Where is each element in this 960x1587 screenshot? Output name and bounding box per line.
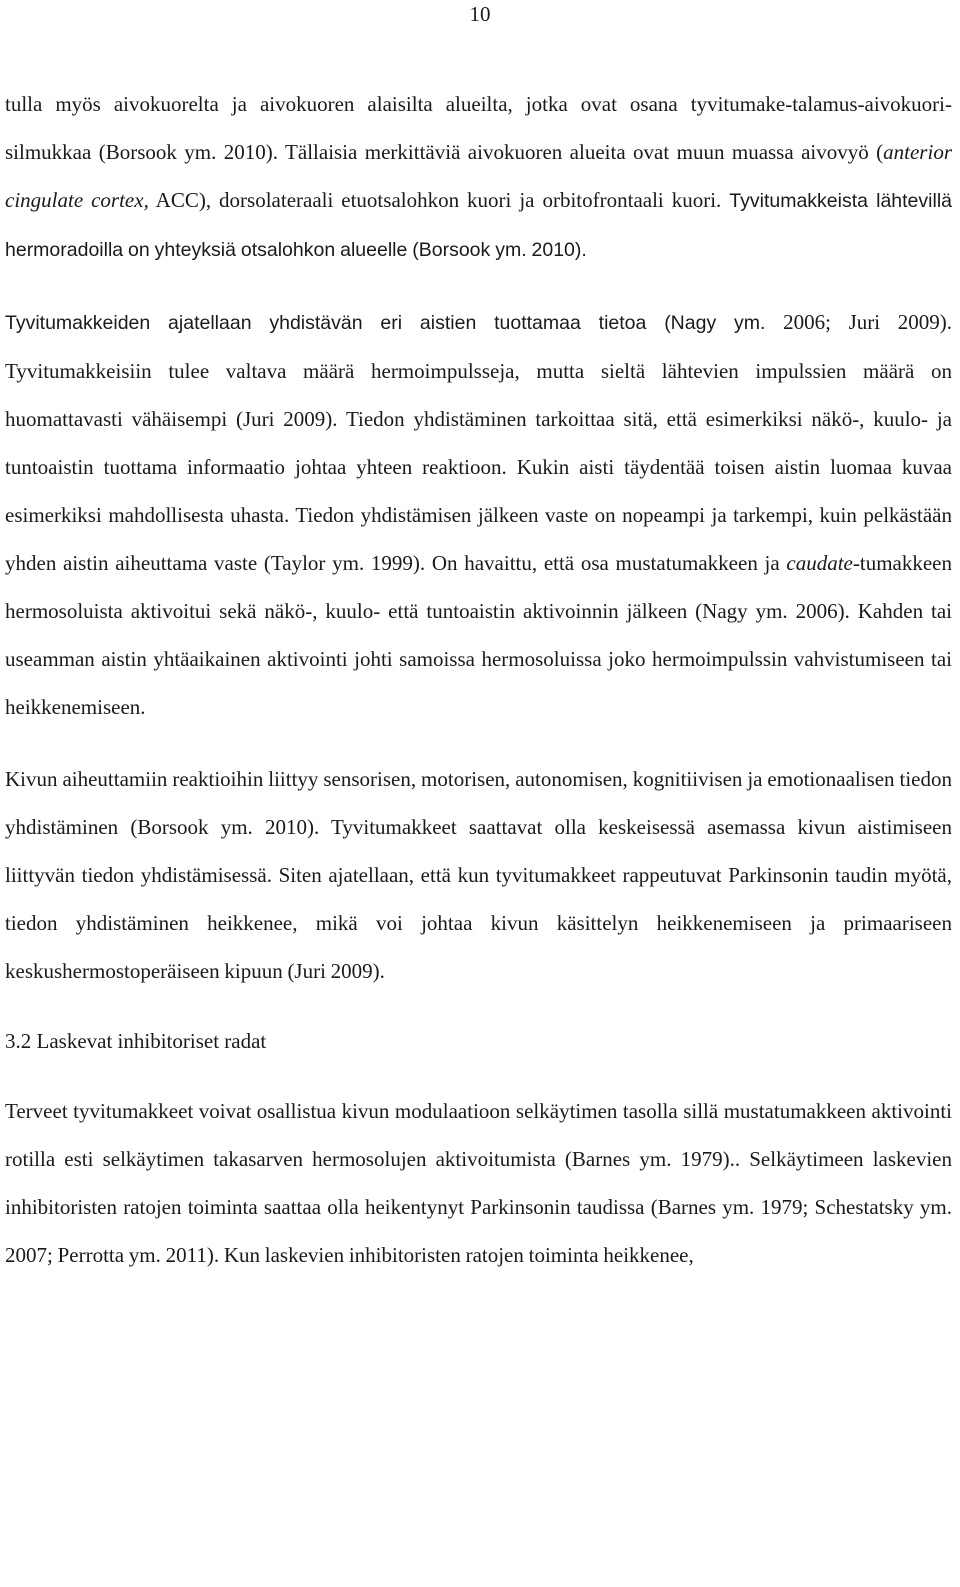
document-body bbox=[5, 80, 952, 1279]
page-number: 10 bbox=[469, 2, 491, 26]
text-run: Tyvitumakkeista lähtevillä hermoradoilla on yhteyksiä otsalohkon alueelle (Borsook ym. 2010). bbox=[5, 190, 952, 261]
italic-term: anterior cingulate cortex, bbox=[5, 140, 952, 212]
paragraph-2 bbox=[5, 298, 952, 731]
section-heading: 3.2 Laskevat inhibitoriset radat bbox=[5, 1029, 267, 1053]
italic-term: caudate bbox=[786, 551, 853, 575]
text-run: tulla myös aivokuorelta ja aivokuoren alaisilta alueilta, jotka ovat osana tyvitumake-talamus-aivokuori-silmukkaa (Borsook ym. 2010). Tällaisia merkittäviä aivokuoren alueita ovat muun muassa aivovyö ( bbox=[5, 92, 952, 164]
text-run: ACC), dorsolateraali etuotsalohkon kuori ja orbitofrontaali kuori. bbox=[148, 188, 730, 212]
paragraph-3 bbox=[5, 755, 952, 995]
text-run: Terveet tyvitumakkeet voivat osallistua kivun modulaatioon selkäytimen tasolla sillä mustatumakkeen aktivointi rotilla esti selkäytimen takasarven hermosolujen aktivoitumista (Barnes ym. 1979).. Selkäytimeen laskevien inhibitoristen ratojen toiminta saattaa olla heikentynyt Parkinsonin taudissa (Barnes ym. 1979; Schestatsky ym. 2007; Perrotta ym. 2011). Kun laskevien inhibitoristen ratojen toiminta heikkenee, bbox=[5, 1099, 952, 1267]
text-run: 2006; Juri 2009). Tyvitumakkeisiin tulee valtava määrä hermoimpulsseja, mutta sieltä lähtevien impulssien määrä on huomattavasti vähäisempi (Juri 2009). Tiedon yhdistäminen tarkoittaa sitä, että esimerkiksi näkö-, kuulo- ja tuntoaistin tuottama informaatio johtaa yhteen reaktioon. Kukin aisti täydentää toisen aistin luomaa kuvaa esimerkiksi mahdollisesta uhasta. Tiedon yhdistämisen jälkeen vaste on nopeampi ja tarkempi, kuin pelkästään yhden aistin aiheuttama vaste (Taylor ym. 1999). On havaittu, että osa mustatumakkeen ja bbox=[5, 310, 953, 575]
paragraph-4 bbox=[5, 1087, 952, 1279]
text-run: -tumakkeen hermosoluista aktivoitui sekä näkö-, kuulo- että tuntoaistin aktivoinnin jälkeen (Nagy ym. 2006). Kahden tai useamman aistin yhtäaikainen aktivointi johti samoissa hermosoluissa joko hermoimpulssin vahvistumiseen tai heikkenemiseen. bbox=[5, 551, 952, 719]
text-run: Kivun aiheuttamiin reaktioihin liittyy sensorisen, motorisen, autonomisen, kognitiivisen ja emotionaalisen tiedon yhdistäminen (Borsook ym. 2010). Tyvitumakkeet saattavat olla keskeisessä asemassa kivun aistimiseen liittyvän tiedon yhdistämisessä. Siten ajatellaan, että kun tyvitumakkeet rappeutuvat Parkinsonin taudin myötä, tiedon yhdistäminen heikkenee, mikä voi johtaa kivun käsittelyn heikkenemiseen ja primaariseen keskushermostoperäiseen kipuun (Juri 2009). bbox=[5, 767, 952, 983]
text-run: Tyvitumakkeiden ajatellaan yhdistävän eri aistien tuottamaa tietoa (Nagy ym. bbox=[5, 312, 766, 334]
paragraph-1 bbox=[5, 80, 952, 274]
